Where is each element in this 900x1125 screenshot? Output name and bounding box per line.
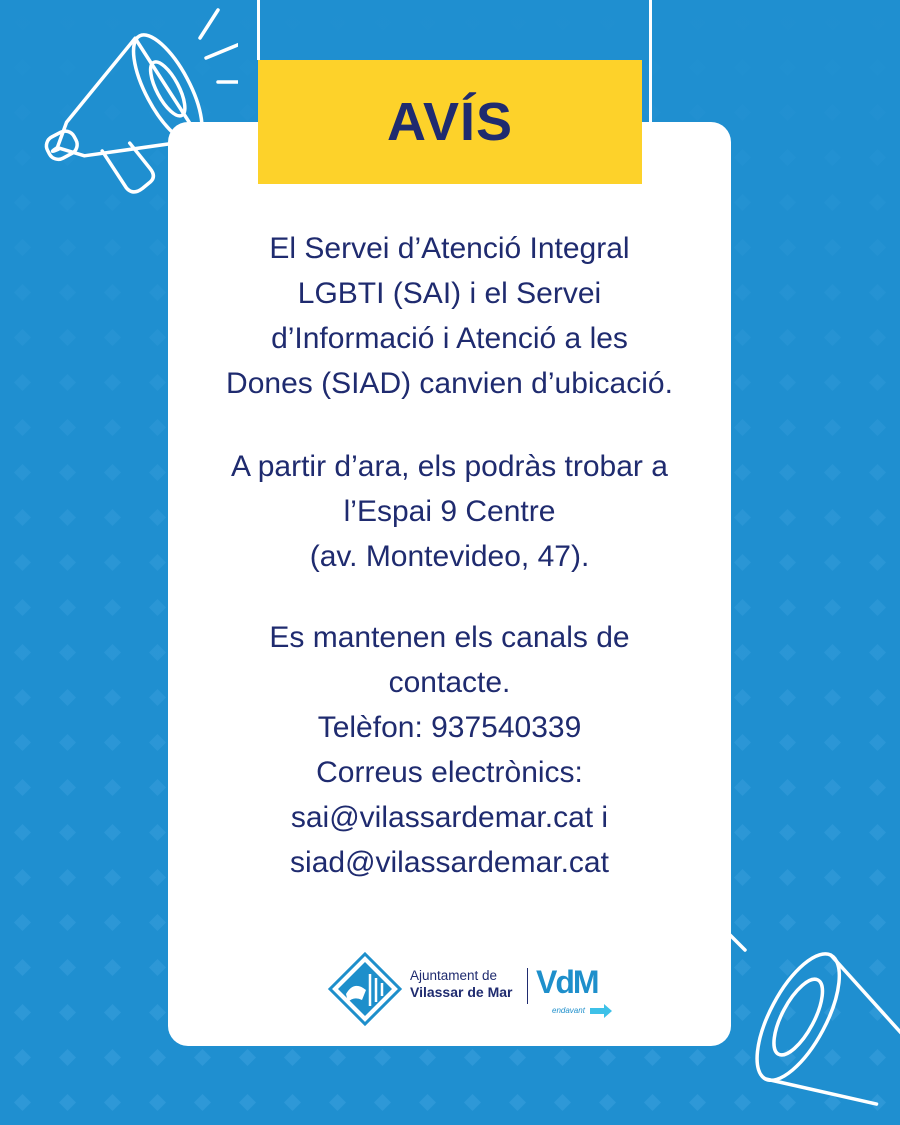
banner-title: AVÍS: [386, 92, 514, 152]
message-line: l’Espai 9 Centre: [343, 495, 556, 528]
ajuntament-line2: Vilassar de Mar: [410, 984, 513, 1000]
message-line: A partir d’ara, els podràs trobar a: [231, 450, 668, 483]
notice-message: [168, 226, 731, 885]
message-line: Dones (SIAD) canvien d’ubicació.: [226, 367, 673, 400]
vdm-tagline: endavant: [552, 1006, 585, 1015]
message-line: d’Informació i Atenció a les: [271, 322, 628, 355]
email-label: Correus electrònics:: [316, 756, 583, 789]
message-line: Es mantenen els canals de: [269, 621, 630, 654]
hanging-line-left: [257, 0, 260, 60]
vdm-logo: VdM: [536, 964, 598, 1000]
address-line: (av. Montevideo, 47).: [309, 540, 590, 573]
message-line: El Servei d’Atenció Integral: [269, 232, 630, 265]
message-line: LGBTI (SAI) i el Servei: [297, 277, 602, 310]
ajuntament-line1: Ajuntament de: [410, 968, 498, 983]
ajuntament-name: [410, 967, 512, 1001]
logo-divider: [527, 968, 528, 1004]
message-line: contacte.: [388, 666, 511, 699]
email-link-sai[interactable]: sai@vilassardemar.cat i: [290, 801, 609, 834]
title-banner: [258, 60, 642, 184]
footer-logos: [326, 950, 616, 1028]
vdm-arrow-icon: [588, 1002, 614, 1020]
hanging-line-right: [649, 0, 652, 122]
email-link-siad[interactable]: siad@vilassardemar.cat: [290, 846, 609, 879]
phone-line: Telèfon: 937540339: [317, 711, 582, 744]
ajuntament-shield-icon: [326, 950, 404, 1028]
